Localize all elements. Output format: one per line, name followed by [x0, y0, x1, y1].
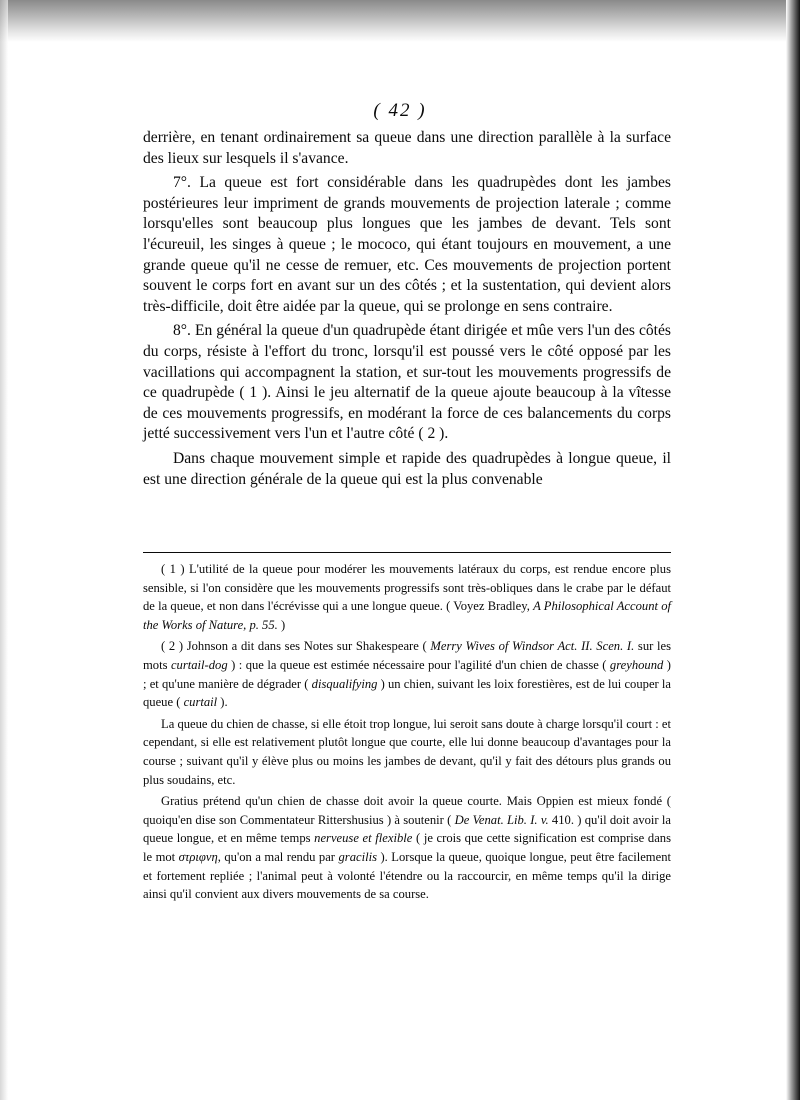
footnote-1	[143, 560, 671, 634]
page-number: ( 42 )	[373, 100, 427, 121]
footnote-1-book-title: A Philosophical Account of the Works of Nature, p. 55.	[143, 599, 671, 632]
footnote-2-end: ).	[217, 695, 228, 710]
footnote-gratius-text: , qu'on a mal rendu par	[217, 849, 339, 864]
paragraph-item-8: 8°. En général la queue d'un quadrupède étant dirigée et mûe vers l'un des côtés du corps, résiste à l'effort du tronc, lorsqu'il est poussé vers le côté opposé par les vacillations qui accompagnent la station, et sur-tout les mouvements progressifs de ce quadrupède ( 1 ). Ainsi le jeu alternatif de la queue ajoute beaucoup à la vîtesse de ces mouvements progressifs, en modérant la force de ces balancements du corps jetté successivement vers l'un et l'autre côté ( 2 ).	[143, 322, 671, 443]
footnote-gratius-reference: De Venat. Lib. I. v.	[454, 812, 549, 827]
footnote-1-text: ( 1 ) L'utilité de la queue pour modérer les mouvements latéraux du corps, est rendue encore plus sensible, si l'on considère que les mouvements progressifs sont très-obliques dans le crabe par le défaut de la queue, et non dans l'écrévisse qui a une longue queue. ( Voyez Bradley,	[143, 562, 671, 614]
scan-shadow-left	[0, 0, 8, 1100]
footnote-2-term-greyhound: greyhound	[609, 657, 664, 672]
footnote-gratius-term-nerveuse: nerveuse et flexible	[314, 831, 413, 846]
footnote-gratius-text: ( je crois que cette signification est comprise dans le mot	[143, 831, 671, 864]
footnote-2-text: sur les mots	[143, 639, 671, 672]
paragraph-item-7: 7°. La queue est fort considérable dans les quadrupèdes dont les jambes postérieures leur impriment de grands mouvements de projection laterale ; comme lorsqu'elles sont beaucoup plus longues que les jambes de devant. Tels sont l'écureuil, les singes à queue ; le mococo, qui étant toujours en mouvement, a une grande queue qu'il ne cesse de remuer, etc. Ces mouvements de projection portent souvent le corps fort en avant sur un des côtés ; et la sustentation, qui devient alors très-difficile, doit être aidée par la queue, qui se prolonge en sens contraire.	[143, 174, 671, 315]
footnote-2-text: ) un chien, suivant les loix forestières, est de lui couper la queue (	[143, 676, 672, 710]
footnote-2-continuation: La queue du chien de chasse, si elle étoit trop longue, lui seroit sans doute à charge lorsqu'il court : et cependant, si elle est relativement plutôt longue que courte, elle lui donne beaucoup d'avantages pour la course ; suivant qu'il y élève plus ou moins les jambes de devant, qu'il y fait des détours plus grands ou plus soudains, etc.	[143, 716, 671, 787]
footnote-gratius-end: ). Lorsque la queue, quoique longue, peut être facilement et fortement repliée ; l'animal peut à volonté l'étendre ou la raccourcir, en même temps qu'il la dirige ainsi qu'il convient aux divers mouvements de sa course.	[143, 849, 671, 902]
footnotes-block	[143, 560, 671, 904]
scan-shadow-right	[786, 0, 800, 1100]
footnote-2	[143, 637, 671, 711]
scan-shadow-top	[0, 0, 800, 42]
footnote-2-text: ) ; et qu'une manière de dégrader (	[143, 657, 671, 691]
paragraph-continuation: derrière, en tenant ordinairement sa queue dans une direction parallèle à la surface des lieux sur lesquels il s'avance.	[143, 129, 671, 167]
footnote-2-term-curtail-dog: curtail-dog	[170, 657, 228, 672]
footnote-2-text: ) : que la queue est estimée nécessaire pour l'agilité d'un chien de chasse (	[227, 657, 610, 672]
paragraph-long-tail: Dans chaque mouvement simple et rapide des quadrupèdes à longue queue, il est une direction générale de la queue qui est la plus convenable	[143, 449, 671, 488]
footnote-2-gratius	[143, 792, 671, 904]
footnote-2-text: ( 2 ) Johnson a dit dans ses Notes sur Shakespeare (	[161, 639, 431, 654]
footnote-separator-rule	[143, 552, 671, 553]
footnote-gratius-text: 410. ) qu'il doit avoir la queue longue, et en même temps	[143, 812, 671, 846]
footnote-1-end: )	[277, 617, 286, 632]
footnote-gratius-greek-word: στριφνη	[178, 849, 218, 864]
footnote-gratius-term-gracilis: gracilis	[338, 849, 377, 864]
footnote-gratius-text: Gratius prétend qu'un chien de chasse doit avoir la queue courte. Mais Oppien est mieux fondé ( quoiqu'en dise son Commentateur Rittershusius ) à soutenir (	[143, 794, 671, 827]
footnote-2-term-curtail: curtail	[183, 695, 218, 710]
footnote-2-play-reference: Merry Wives of Windsor Act. II. Scen. I.	[430, 639, 635, 654]
main-text-body	[143, 128, 671, 490]
footnote-2-term-disqualifying: disqualifying	[311, 676, 378, 691]
